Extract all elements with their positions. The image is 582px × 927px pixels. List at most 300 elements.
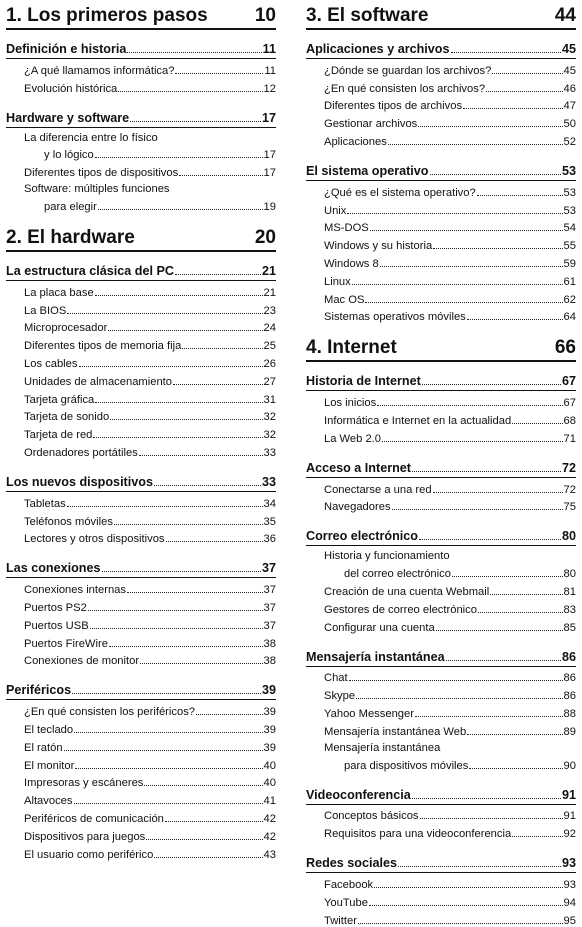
- entry-title: Altavoces: [24, 795, 73, 808]
- dot-leader: [175, 274, 261, 275]
- section-heading: [6, 677, 276, 700]
- section-heading: [6, 258, 276, 281]
- toc-entry: [306, 805, 576, 823]
- dot-leader: [72, 693, 261, 694]
- toc-entry: [6, 578, 276, 596]
- entry-title: Gestores de correo electrónico: [324, 603, 477, 616]
- toc-entry: [306, 822, 576, 840]
- dot-leader: [173, 384, 263, 385]
- dot-leader: [179, 175, 262, 176]
- toc-entry: [306, 909, 576, 927]
- entry-page: 17: [263, 149, 276, 162]
- entry-page: 39: [263, 723, 276, 736]
- entry-title: Chat: [324, 672, 348, 685]
- toc-entry-line: [324, 546, 576, 562]
- entry-page: 52: [563, 135, 576, 148]
- entry-title: Evolución histórica: [24, 82, 118, 95]
- dot-leader: [144, 785, 262, 786]
- dot-leader: [492, 73, 562, 74]
- entry-title: Aplicaciones: [324, 135, 387, 148]
- toc-entry: [306, 252, 576, 270]
- section-heading: [306, 850, 576, 873]
- toc-entry: [306, 409, 576, 427]
- dot-leader: [102, 571, 261, 572]
- section-page: 91: [561, 787, 576, 802]
- dot-leader: [467, 319, 563, 320]
- dot-leader: [88, 610, 263, 611]
- section-title: Hardware y software: [6, 110, 130, 125]
- entry-title: ¿En qué consisten los periféricos?: [24, 706, 196, 719]
- toc-entry-line: [324, 738, 576, 754]
- entry-page: 33: [263, 446, 276, 459]
- toc-entry: [306, 181, 576, 199]
- toc-entry-line: [324, 754, 576, 772]
- entry-title: Tabletas: [24, 497, 66, 510]
- entry-page: 32: [263, 411, 276, 424]
- entry-page: 47: [563, 100, 576, 113]
- spacer: [306, 513, 576, 517]
- entry-title: ¿En qué consisten los archivos?: [324, 82, 486, 95]
- section-heading: [6, 555, 276, 578]
- section-title: Definición e historia: [6, 42, 127, 56]
- entry-title: Mensajería instantánea: [324, 741, 441, 754]
- entry-page: 83: [563, 603, 576, 616]
- entry-page: 72: [563, 483, 576, 496]
- toc-entry: [306, 546, 576, 580]
- section-title: Periféricos: [6, 683, 72, 698]
- entry-title: Software: múltiples funciones: [24, 183, 170, 196]
- toc-entry: [306, 873, 576, 891]
- chapter-page: 66: [554, 337, 576, 359]
- dot-leader: [486, 91, 562, 92]
- toc-entry: [6, 161, 276, 179]
- entry-page: 23: [263, 304, 276, 317]
- entry-page: 53: [563, 204, 576, 217]
- dot-leader: [75, 768, 262, 769]
- entry-page: 24: [263, 322, 276, 335]
- chapter-page: 10: [254, 5, 276, 26]
- toc-right-column: [306, 0, 576, 927]
- dot-leader: [108, 330, 262, 331]
- dot-leader: [154, 857, 262, 858]
- dot-leader: [74, 732, 262, 733]
- entry-title: Gestionar archivos: [324, 118, 418, 131]
- dot-leader: [467, 734, 562, 735]
- dot-leader: [380, 266, 563, 267]
- entry-title: Teléfonos móviles: [24, 515, 113, 528]
- entry-page: 59: [563, 257, 576, 270]
- toc-entry: [306, 427, 576, 445]
- entry-title: Creación de una cuenta Webmail: [324, 585, 490, 598]
- section-title: La estructura clásica del PC: [6, 263, 174, 278]
- entry-page: 88: [563, 707, 576, 720]
- toc-entry: [6, 632, 276, 650]
- dot-leader: [419, 539, 561, 540]
- entry-title: Puertos FireWire: [24, 637, 108, 650]
- spacer: [306, 634, 576, 638]
- dot-leader: [463, 108, 563, 109]
- dot-leader: [64, 750, 263, 751]
- entry-page: 53: [563, 186, 576, 199]
- section-page: 33: [261, 474, 276, 489]
- dot-leader: [166, 541, 263, 542]
- entry-title: Los inicios: [324, 397, 377, 410]
- section-heading: [306, 523, 576, 546]
- section-heading: [306, 455, 576, 478]
- entry-page: 55: [563, 240, 576, 253]
- dot-leader: [74, 803, 263, 804]
- section-page: 86: [561, 649, 576, 664]
- entry-page: 39: [263, 741, 276, 754]
- entry-title: Configurar una cuenta: [324, 621, 435, 634]
- toc-entry: [6, 492, 276, 510]
- entry-page: 40: [263, 777, 276, 790]
- spacer: [306, 445, 576, 449]
- entry-title: Informática e Internet en la actualidad: [324, 414, 512, 427]
- entry-title: Requisitos para una videoconferencia: [324, 828, 512, 841]
- entry-title: El monitor: [24, 759, 75, 772]
- toc-entry: [6, 406, 276, 424]
- entry-page: 21: [263, 286, 276, 299]
- dot-leader: [95, 402, 262, 403]
- toc-entry: [6, 334, 276, 352]
- dot-leader: [98, 209, 263, 210]
- dot-leader: [418, 126, 562, 127]
- toc-entry: [306, 667, 576, 685]
- section-title: Redes sociales: [306, 856, 398, 871]
- toc-entry: [6, 59, 276, 77]
- entry-title: ¿Qué es el sistema operativo?: [324, 186, 476, 199]
- section-heading: [6, 105, 276, 128]
- dot-leader: [146, 839, 262, 840]
- dot-leader: [127, 52, 261, 53]
- dot-leader: [436, 630, 563, 631]
- section-page: 93: [561, 856, 576, 871]
- dot-leader: [365, 302, 562, 303]
- entry-title: Mensajería instantánea Web: [324, 725, 467, 738]
- toc-entry: [6, 789, 276, 807]
- dot-leader: [512, 836, 562, 837]
- entry-title-cont: para elegir: [44, 200, 97, 213]
- dot-leader: [446, 660, 561, 661]
- dot-leader: [182, 348, 262, 349]
- dot-leader: [415, 716, 563, 717]
- toc-entry: [6, 736, 276, 754]
- entry-title: El usuario como periférico: [24, 848, 154, 861]
- entry-title-cont: para dispositivos móviles: [344, 759, 469, 772]
- entry-title: El teclado: [24, 723, 74, 736]
- entry-title: Puertos USB: [24, 619, 89, 632]
- dot-leader: [67, 313, 262, 314]
- entry-page: 94: [563, 896, 576, 909]
- toc-entry: [306, 702, 576, 720]
- toc-entry: [6, 825, 276, 843]
- section-heading: [306, 36, 576, 59]
- dot-leader: [490, 594, 562, 595]
- entry-page: 80: [563, 568, 576, 581]
- toc-entry: [306, 270, 576, 288]
- entry-page: 41: [263, 795, 276, 808]
- dot-leader: [392, 509, 563, 510]
- entry-title: Los cables: [24, 357, 78, 370]
- toc-entry: [6, 128, 276, 162]
- toc-entry: [306, 891, 576, 909]
- entry-title: Windows 8: [324, 257, 379, 270]
- entry-page: 32: [263, 429, 276, 442]
- entry-page: 43: [263, 848, 276, 861]
- section-heading: [6, 36, 276, 59]
- entry-page: 93: [563, 878, 576, 891]
- dot-leader: [398, 866, 561, 867]
- toc-entry: [306, 616, 576, 634]
- entry-title: Historia y funcionamiento: [324, 550, 450, 563]
- dot-leader: [433, 492, 563, 493]
- toc-entry: [6, 614, 276, 632]
- toc-entry: [6, 650, 276, 668]
- entry-title: Ordenadores portátiles: [24, 446, 138, 459]
- entry-page: 26: [263, 357, 276, 370]
- toc-entry: [6, 317, 276, 335]
- section-page: 39: [261, 683, 276, 698]
- dot-leader: [374, 887, 562, 888]
- dot-leader: [469, 768, 562, 769]
- toc-entry: [306, 598, 576, 616]
- dot-leader: [420, 818, 563, 819]
- entry-title: Conexiones internas: [24, 584, 126, 597]
- dot-leader: [412, 471, 561, 472]
- section-page: 37: [261, 561, 276, 576]
- chapter-title: 4. Internet: [306, 337, 397, 359]
- entry-title: La placa base: [24, 286, 94, 299]
- entry-title: Conceptos básicos: [324, 810, 419, 823]
- entry-title: Diferentes tipos de dispositivos: [24, 167, 179, 180]
- toc-entry: [306, 496, 576, 514]
- dot-leader: [370, 230, 563, 231]
- toc-entry: [306, 306, 576, 324]
- dot-leader: [114, 524, 263, 525]
- entry-title: Navegadores: [324, 501, 391, 514]
- toc-entry: [306, 478, 576, 496]
- entry-page: 67: [563, 397, 576, 410]
- toc-entry-line: [24, 179, 276, 195]
- entry-page: 46: [563, 82, 576, 95]
- entry-page: 91: [563, 810, 576, 823]
- entry-page: 85: [563, 621, 576, 634]
- dot-leader: [349, 680, 563, 681]
- toc-entry: [6, 528, 276, 546]
- dot-leader: [130, 121, 261, 122]
- entry-page: 38: [263, 637, 276, 650]
- section-title: Las conexiones: [6, 561, 101, 576]
- dot-leader: [352, 284, 563, 285]
- entry-page: 36: [263, 533, 276, 546]
- section-page: 17: [261, 110, 276, 125]
- dot-leader: [377, 405, 562, 406]
- entry-title: ¿A qué llamamos informática?: [24, 64, 175, 77]
- chapter-page: 44: [554, 5, 576, 26]
- entry-title: Conexiones de monitor: [24, 655, 140, 668]
- chapter-heading: [306, 0, 576, 30]
- dot-leader: [95, 157, 263, 158]
- dot-leader: [90, 628, 263, 629]
- entry-title: Windows y su historia: [324, 240, 433, 253]
- toc-entry: [306, 738, 576, 772]
- dot-leader: [347, 213, 562, 214]
- entry-page: 11: [264, 64, 276, 77]
- entry-page: 27: [263, 375, 276, 388]
- chapter-title: 1. Los primeros pasos: [6, 5, 208, 26]
- entry-page: 37: [263, 601, 276, 614]
- dot-leader: [79, 366, 263, 367]
- section-title: El sistema operativo: [306, 163, 429, 178]
- toc-entry: [6, 352, 276, 370]
- section-heading: [306, 782, 576, 805]
- dot-leader: [127, 592, 263, 593]
- dot-leader: [93, 437, 262, 438]
- toc-entry: [6, 423, 276, 441]
- toc-entry: [6, 370, 276, 388]
- entry-page: 31: [263, 393, 276, 406]
- entry-title: Microprocesador: [24, 322, 108, 335]
- dot-leader: [478, 612, 563, 613]
- entry-title: Tarjeta gráfica: [24, 393, 95, 406]
- toc-entry: [6, 179, 276, 213]
- chapter-heading: [6, 222, 276, 252]
- toc-entry-line: [24, 128, 276, 144]
- toc-left-column: [6, 0, 276, 861]
- entry-title: La diferencia entre lo físico: [24, 131, 158, 144]
- toc-entry: [306, 720, 576, 738]
- toc-entry: [306, 288, 576, 306]
- entry-page: 61: [563, 275, 576, 288]
- entry-title: Twitter: [324, 914, 357, 927]
- section-page: 21: [261, 263, 276, 278]
- entry-page: 19: [263, 200, 276, 213]
- chapter-heading: [306, 332, 576, 362]
- toc-entry: [6, 596, 276, 614]
- dot-leader: [109, 646, 263, 647]
- section-page: 45: [561, 42, 576, 56]
- section-page: 53: [561, 163, 576, 178]
- entry-title: Diferentes tipos de memoria fija: [24, 340, 182, 353]
- entry-page: 81: [563, 585, 576, 598]
- dot-leader: [67, 506, 263, 507]
- entry-title: Tarjeta de sonido: [24, 411, 110, 424]
- chapter-title: 3. El software: [306, 5, 429, 26]
- entry-title: Linux: [324, 275, 351, 288]
- entry-page: 39: [263, 706, 276, 719]
- dot-leader: [512, 423, 562, 424]
- chapter-page: 20: [254, 226, 276, 248]
- section-heading: [306, 368, 576, 391]
- entry-title: Conectarse a una red: [324, 483, 432, 496]
- entry-page: 64: [563, 311, 576, 324]
- entry-page: 45: [563, 64, 576, 77]
- entry-page: 71: [563, 432, 576, 445]
- dot-leader: [196, 714, 263, 715]
- toc-entry: [306, 684, 576, 702]
- toc-entry: [6, 718, 276, 736]
- spacer: [306, 323, 576, 332]
- section-page: 67: [561, 374, 576, 389]
- section-page: 11: [262, 42, 276, 56]
- entry-page: 86: [563, 672, 576, 685]
- entry-title: Tarjeta de red: [24, 429, 93, 442]
- entry-title: Sistemas operativos móviles: [324, 311, 466, 324]
- entry-title: Facebook: [324, 878, 374, 891]
- entry-title: Skype: [324, 690, 356, 703]
- entry-title: El ratón: [24, 741, 63, 754]
- section-title: Aplicaciones y archivos: [306, 42, 450, 56]
- section-title: Historia de Internet: [306, 374, 421, 389]
- dot-leader: [451, 52, 561, 53]
- section-heading: [306, 644, 576, 667]
- chapter-heading: [6, 0, 276, 30]
- dot-leader: [110, 419, 262, 420]
- dot-leader: [154, 485, 261, 486]
- entry-title: MS-DOS: [324, 222, 369, 235]
- dot-leader: [139, 455, 263, 456]
- entry-page: 17: [263, 167, 276, 180]
- spacer: [306, 148, 576, 152]
- dot-leader: [356, 698, 562, 699]
- entry-title-cont: del correo electrónico: [344, 568, 451, 581]
- entry-page: 50: [563, 118, 576, 131]
- entry-page: 35: [263, 515, 276, 528]
- entry-title: Unix: [324, 204, 347, 217]
- dot-leader: [477, 195, 563, 196]
- dot-leader: [412, 798, 561, 799]
- entry-page: 40: [263, 759, 276, 772]
- toc-entry: [306, 130, 576, 148]
- entry-page: 89: [563, 725, 576, 738]
- dot-leader: [175, 73, 263, 74]
- section-title: Los nuevos dispositivos: [6, 474, 153, 489]
- chapter-title: 2. El hardware: [6, 226, 135, 248]
- toc-entry: [6, 441, 276, 459]
- entry-title: La BIOS: [24, 304, 67, 317]
- toc-entry: [306, 95, 576, 113]
- dot-leader: [430, 174, 561, 175]
- toc-entry: [306, 112, 576, 130]
- entry-title: Diferentes tipos de archivos: [324, 100, 463, 113]
- entry-title: La Web 2.0: [324, 432, 382, 445]
- dot-leader: [140, 663, 262, 664]
- toc-entry: [306, 580, 576, 598]
- entry-page: 95: [563, 914, 576, 927]
- entry-page: 42: [263, 812, 276, 825]
- entry-page: 37: [263, 619, 276, 632]
- toc-entry: [306, 77, 576, 95]
- entry-title: Mac OS: [324, 293, 365, 306]
- entry-page: 68: [563, 414, 576, 427]
- dot-leader: [433, 248, 562, 249]
- entry-title: Unidades de almacenamiento: [24, 375, 173, 388]
- entry-page: 75: [563, 501, 576, 514]
- entry-title: Puertos PS2: [24, 601, 87, 614]
- section-title: Mensajería instantánea: [306, 649, 445, 664]
- spacer: [6, 667, 276, 671]
- section-title: Acceso a Internet: [306, 460, 411, 475]
- dot-leader: [452, 576, 563, 577]
- entry-page: 54: [563, 222, 576, 235]
- spacer: [6, 459, 276, 463]
- entry-page: 34: [263, 497, 276, 510]
- spacer: [6, 95, 276, 99]
- toc-entry: [306, 234, 576, 252]
- section-title: Videoconferencia: [306, 787, 411, 802]
- entry-title: Impresoras y escáneres: [24, 777, 144, 790]
